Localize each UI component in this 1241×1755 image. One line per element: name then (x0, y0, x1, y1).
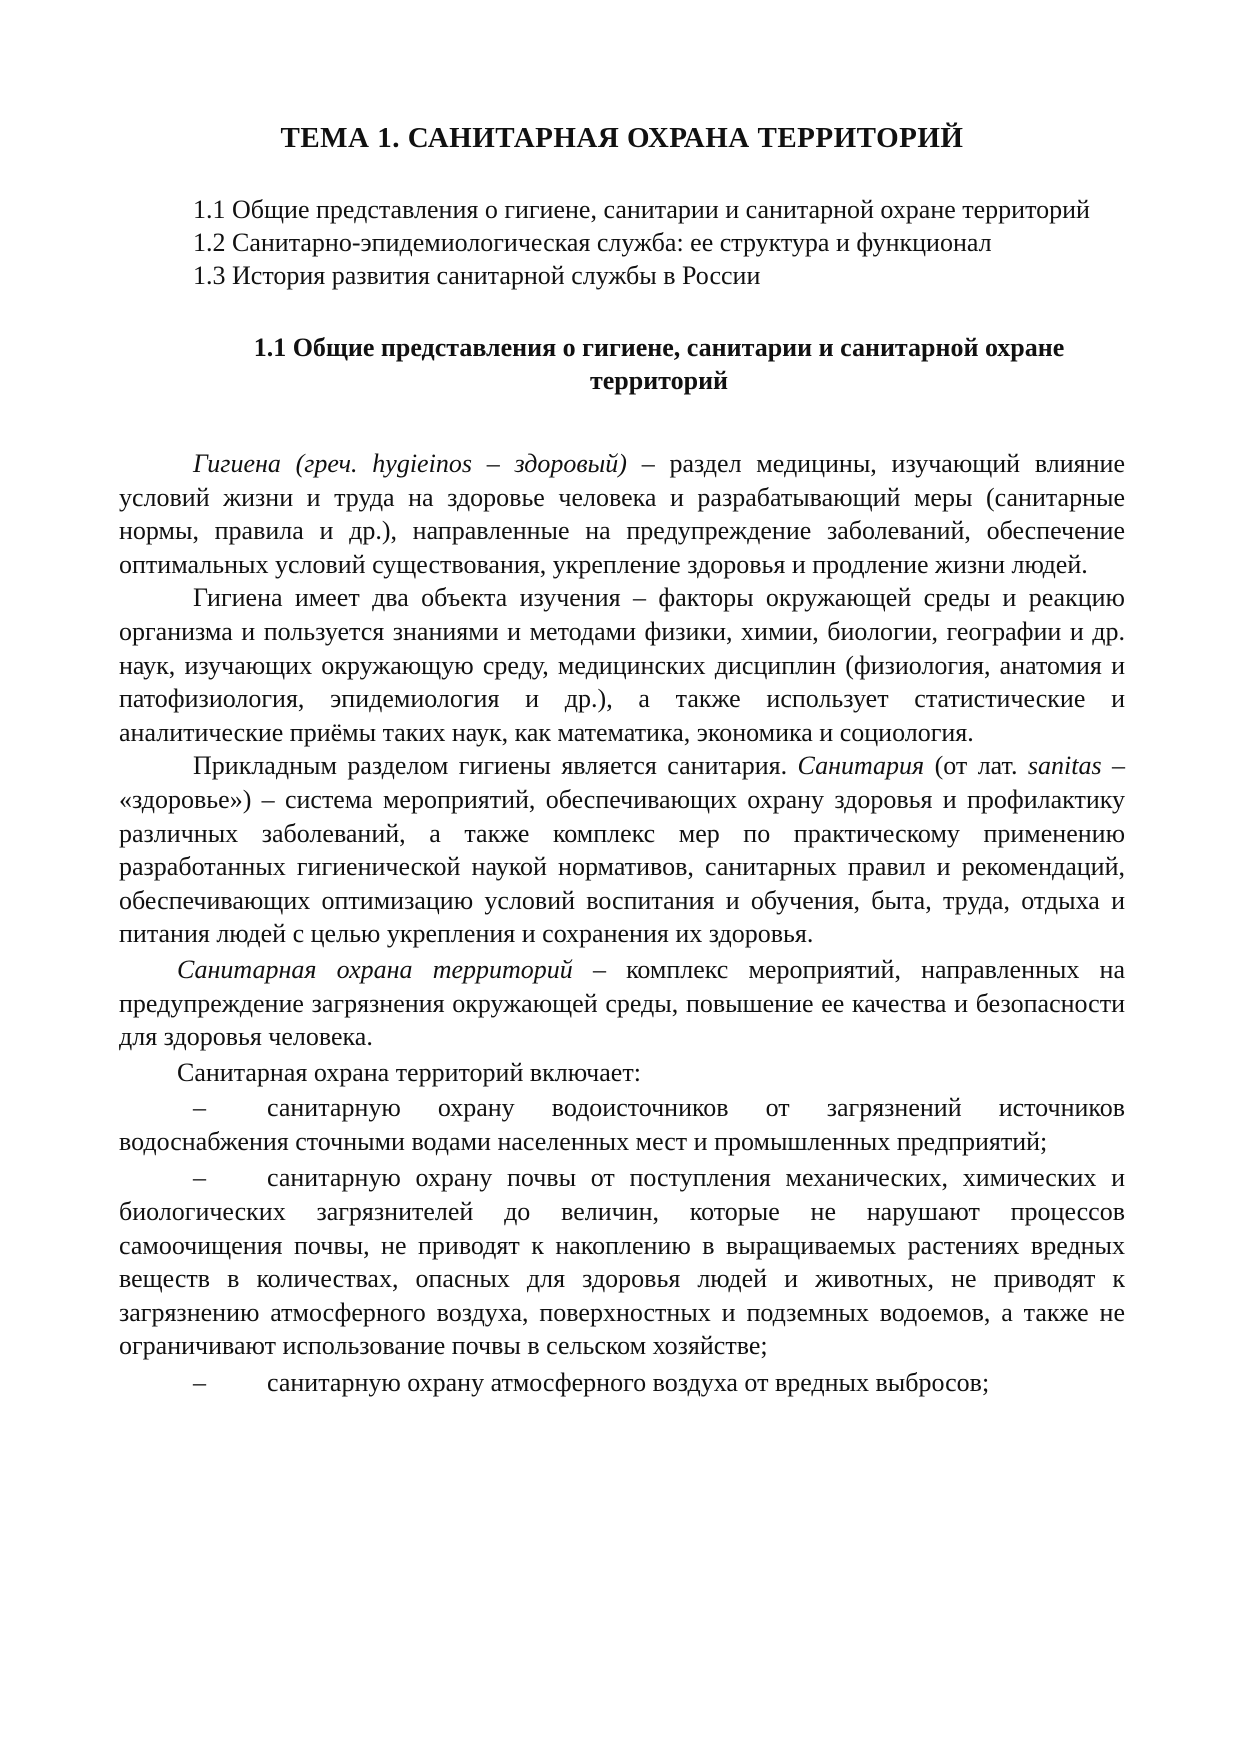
toc-item: 1.2 Санитарно-эпидемиологическая служба: ее структура и функционал (193, 228, 992, 257)
table-of-contents (119, 193, 1125, 292)
paragraph-text: (от лат. (924, 751, 1028, 781)
term-territory-protection: Санитарная охрана территорий (177, 954, 573, 984)
page-title: ТЕМА 1. САНИТАРНАЯ ОХРАНА ТЕРРИТОРИЙ (280, 122, 964, 154)
paragraph-hygiene-objects: Гигиена имеет два объекта изучения – факторы окружающей среды и реакцию организма и пользуется знаниями и методами физики, химии, биологии, географии и др. наук, изучающих окружающую среду, медицинских дисциплин (физиология, анатомия и патофизиология, эпидемиология и др.), а также использует статистические и аналитические приёмы таких наук, как математика, экономика и социология. (119, 583, 1125, 747)
list-item-text: санитарную охрану почвы от поступления механических, химических и биологических загрязнителей до величин, которые не нарушают процессов самоочищения почвы, не приводят к накоплению в выращиваемых растениях вредных веществ в количествах, опасных для здоровья людей и животных, не приводят к загрязнению атмосферного воздуха, поверхностных и подземных водоемов, а также не ограничивают использование почвы в сельском хозяйстве; (119, 1163, 1125, 1361)
paragraph-text: – раздел медицины, изучающий влияние условий жизни и труда на здоровье человека и разрабатывающий меры (санитарные нормы, правила и др.), направленные на предупреждение заболеваний, обеспечение оптимальных условий существования, укрепление здоровья и продление жизни людей. (119, 449, 1125, 579)
paragraph-text: – комплекс мероприятий, направленных на предупреждение загрязнения окружающей среды, повышение ее качества и безопасности для здоровья человека. (119, 954, 1125, 1052)
paragraph-sanitation-definition (119, 749, 1125, 951)
list-dash: – (193, 1368, 206, 1398)
page-content (119, 100, 1125, 1400)
paragraph-hygiene-definition (119, 447, 1125, 581)
list-dash: – (193, 1093, 206, 1123)
paragraph-list-intro: Санитарная охрана территорий включает: (177, 1057, 641, 1087)
list-dash: – (193, 1163, 206, 1193)
list-item (119, 1161, 1125, 1363)
paragraph-text: Прикладным разделом гигиены является санитария. (193, 751, 798, 781)
paragraph-territory-protection-definition (119, 953, 1125, 1054)
paragraph-text: – «здоровье») – система мероприятий, обеспечивающих охрану здоровья и профилактику различных заболеваний, а также комплекс мер по практическому применению разработанных гигиенической наукой нормативов, санитарных правил и рекомендаций, обеспечивающих оптимизацию условий воспитания и обучения, быта, труда, отдыха и питания людей с целью укрепления и сохранения их здоровья. (119, 751, 1125, 949)
term-hygiene: Гигиена (греч. hygieinos – здоровый) (193, 449, 627, 478)
list-item (119, 1091, 1125, 1158)
list-item-text: санитарную охрану атмосферного воздуха от вредных выбросов; (267, 1368, 990, 1398)
list-item (119, 1366, 1125, 1400)
term-latin-sanitas: sanitas (1027, 751, 1102, 781)
list-item-text: санитарную охрану водоисточников от загрязнений источников водоснабжения сточными водами населенных мест и промышленных предприятий; (119, 1093, 1125, 1156)
toc-item: 1.3 История развития санитарной службы в России (193, 261, 761, 290)
protection-list (119, 1091, 1125, 1399)
toc-item: 1.1 Общие представления о гигиене, санитарии и санитарной охране территорий (193, 195, 1090, 224)
section-heading: 1.1 Общие представления о гигиене, санитарии и санитарной охране территорий (253, 333, 1065, 395)
term-sanitation: Санитария (797, 751, 925, 781)
